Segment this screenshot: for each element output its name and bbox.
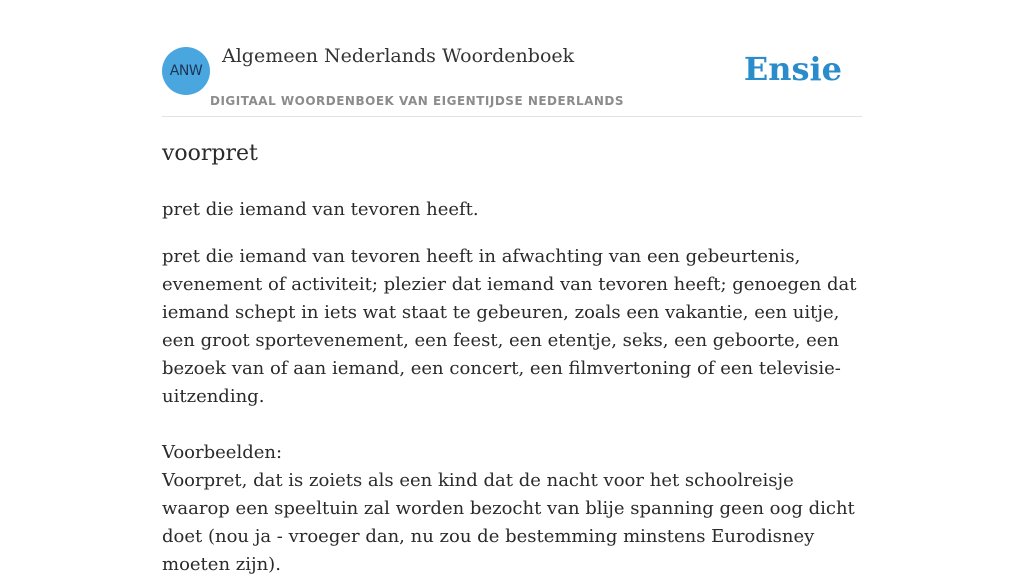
entry-headword: voorpret	[162, 141, 258, 166]
short-definition: pret die iemand van tevoren heeft.	[162, 199, 479, 220]
site-header	[162, 0, 862, 117]
site-subtitle: DIGITAAL WOORDENBOEK VAN EIGENTIJDSE NEDERLANDS	[210, 94, 625, 108]
site-title[interactable]: Algemeen Nederlands Woordenboek	[222, 45, 575, 67]
entry-content	[162, 138, 864, 579]
anw-logo[interactable]: ANW	[162, 47, 210, 95]
long-definition: pret die iemand van tevoren heeft in afwachting van een gebeurtenis, evenement of activiteit; plezier dat iemand van tevoren heeft; genoegen dat iemand schept in iets wat staat te gebeuren, zoals een vakantie, een uitje, een groot sportevenement, een feest, een etentje, seks, een geboorte, een bezoek van of aan iemand, een concert, een filmvertoning of een televisie-uitzending.	[162, 246, 857, 407]
examples-label: Voorbeelden:	[162, 442, 283, 463]
ensie-brand-logo[interactable]: Ensie	[743, 50, 842, 88]
example-text: Voorpret, dat is zoiets als een kind dat de nacht voor het schoolreisje waarop een speeltuin zal worden bezocht van blije spanning geen oog dicht doet (nou ja - vroeger dan, nu zou de bestemming minstens Eurodisney moeten zijn).	[162, 470, 855, 575]
